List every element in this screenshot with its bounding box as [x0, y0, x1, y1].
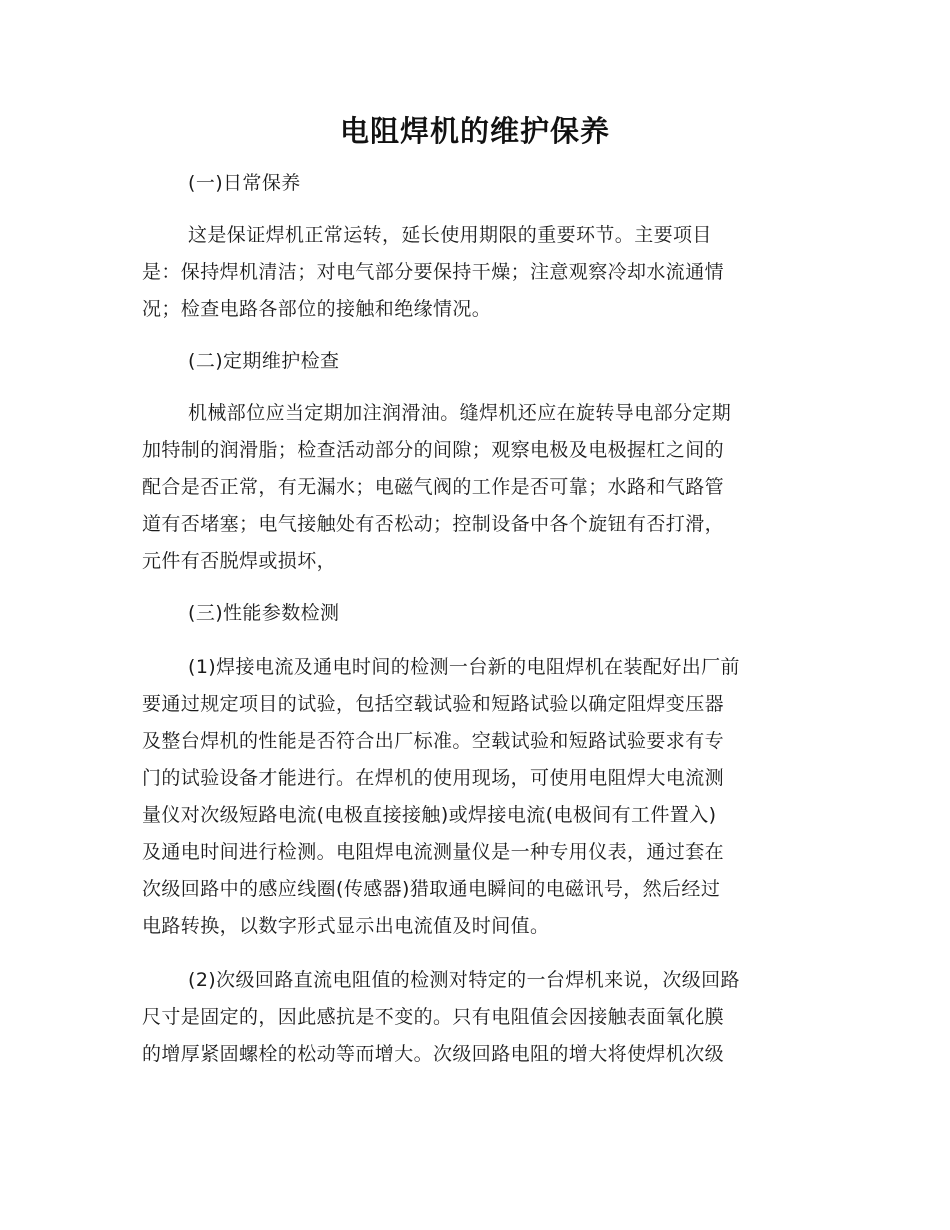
- paragraph-line: 尺寸是固定的，因此感抗是不变的。只有电阻值会因接触表面氧化膜: [142, 1006, 725, 1028]
- paragraph-line: 加特制的润滑脂；检查活动部分的间隙；观察电极及电极握杠之间的: [142, 439, 725, 461]
- document-title: 电阻焊机的维护保养: [339, 114, 610, 148]
- section-heading-daily: (一)日常保养: [188, 172, 301, 194]
- paragraph-line: 门的试验设备才能进行。在焊机的使用现场，可使用电阻焊大电流测: [142, 767, 725, 789]
- paragraph-line: (1)焊接电流及通电时间的检测一台新的电阻焊机在装配好出厂前: [188, 656, 740, 678]
- paragraph-line: 道有否堵塞；电气接触处有否松动；控制设备中各个旋钮有否打滑，: [142, 513, 725, 535]
- paragraph-line: (2)次级回路直流电阻值的检测对特定的一台焊机来说，次级回路: [188, 969, 740, 991]
- paragraph-line: 机械部位应当定期加注润滑油。缝焊机还应在旋转导电部分定期: [188, 402, 732, 424]
- paragraph-line: 况；检查电路各部位的接触和绝缘情况。: [142, 298, 492, 320]
- paragraph-line: 是：保持焊机清洁；对电气部分要保持干燥；注意观察冷却水流通情: [142, 261, 725, 283]
- paragraph-line: 配合是否正常，有无漏水；电磁气阀的工作是否可靠；水路和气路管: [142, 476, 725, 498]
- paragraph-line: 的增厚紧固螺栓的松动等而增大。次级回路电阻的增大将使焊机次级: [142, 1043, 725, 1065]
- paragraph-line: 这是保证焊机正常运转，延长使用期限的重要环节。主要项目: [188, 224, 712, 246]
- paragraph-line: 元件有否脱焊或损坏，: [142, 550, 337, 572]
- paragraph-line: 要通过规定项目的试验，包括空载试验和短路试验以确定阻焊变压器: [142, 693, 725, 715]
- paragraph-line: 及通电时间进行检测。电阻焊电流测量仪是一种专用仪表，通过套在: [142, 841, 725, 863]
- paragraph-line: 电路转换，以数字形式显示出电流值及时间值。: [142, 915, 550, 937]
- paragraph-line: 及整台焊机的性能是否符合出厂标准。空载试验和短路试验要求有专: [142, 730, 725, 752]
- section-heading-performance: (三)性能参数检测: [188, 602, 340, 624]
- paragraph-line: 量仪对次级短路电流(电极直接接触)或焊接电流(电极间有工件置入): [142, 804, 717, 826]
- section-heading-periodic: (二)定期维护检查: [188, 350, 340, 372]
- paragraph-line: 次级回路中的感应线圈(传感器)猎取通电瞬间的电磁讯号，然后经过: [142, 878, 721, 900]
